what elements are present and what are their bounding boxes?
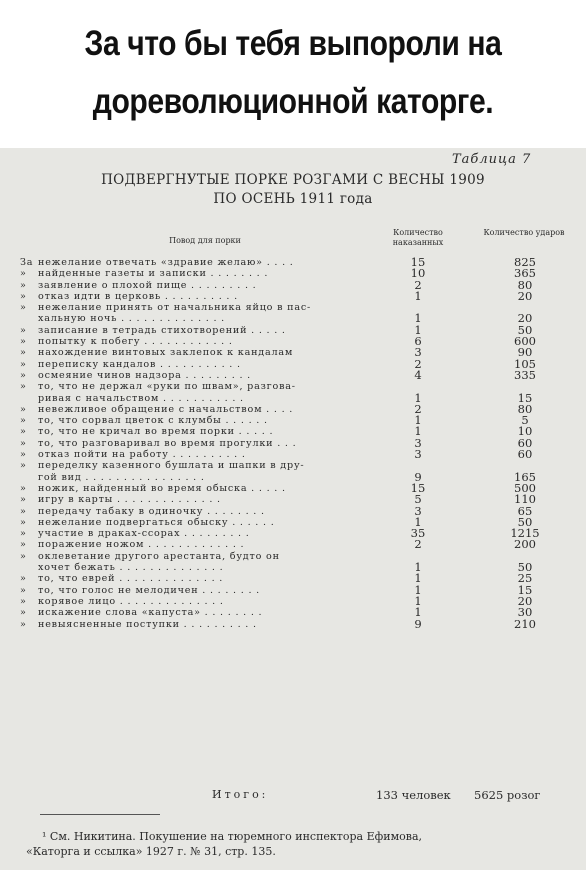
row-strikes: 25	[517, 571, 533, 586]
row-reason-text: нежелание отвечать «здравие желаю» . . . .	[38, 257, 294, 268]
meme-banner	[0, 0, 586, 148]
row-strikes: 15	[517, 390, 533, 405]
row-reason-text: ножик, найденный во время обыска . . . . .	[38, 482, 286, 494]
row-strikes: 80	[517, 277, 533, 292]
row-reason	[20, 347, 374, 358]
row-reason-text: переделку казенного бушлата и шапки в дру-	[38, 460, 305, 472]
book-page	[0, 148, 586, 870]
footnote-divider	[40, 814, 160, 815]
row-prefix: »	[20, 290, 27, 302]
row-prefix: »	[20, 268, 27, 280]
table-row	[0, 302, 586, 313]
row-prefix: »	[20, 381, 27, 393]
row-reason	[20, 291, 374, 302]
row-prefix: »	[20, 279, 27, 291]
row-strikes: 110	[514, 492, 536, 507]
row-reason-text: осмеяние чинов надзора . . . . . . . . .	[38, 369, 251, 381]
row-reason	[20, 472, 374, 483]
row-count: 1	[414, 605, 422, 620]
row-reason	[20, 257, 374, 268]
row-prefix: »	[20, 403, 27, 415]
table-row	[0, 593, 586, 608]
row-count: 5	[414, 492, 422, 507]
row-prefix: »	[20, 550, 27, 562]
row-reason-text: найденные газеты и записки . . . . . . . .	[38, 268, 269, 280]
row-prefix: »	[20, 573, 27, 585]
table-row	[0, 401, 586, 416]
row-count: 4	[414, 367, 422, 382]
row-reason-text: то, что сорвал цветок с клумбы . . . . . .	[38, 415, 268, 427]
table-row	[0, 469, 586, 484]
footnote-line-2: «Каторга и ссылка» 1927 г. № 31, стр. 135.	[26, 845, 276, 858]
row-count: 10	[410, 266, 426, 281]
table-row	[0, 562, 586, 573]
row-reason-text: нахождение винтовых заклепок к кандалам	[38, 347, 294, 359]
row-reason-text: поражение ножом . . . . . . . . . . . . .	[38, 539, 245, 551]
table-row	[0, 390, 586, 405]
row-reason-text: отказ идти в церковь . . . . . . . . . .	[38, 290, 238, 302]
row-strikes: 165	[514, 469, 536, 484]
table-number-label: Таблица 7	[452, 152, 532, 167]
table-row	[0, 503, 586, 518]
row-reason	[20, 268, 374, 279]
row-reason	[20, 539, 374, 550]
total-label: Итого:	[212, 788, 269, 801]
table-row	[0, 415, 586, 426]
row-reason	[20, 449, 374, 460]
row-reason-text: невыясненные поступки . . . . . . . . . .	[38, 618, 257, 630]
row-prefix: »	[20, 482, 27, 494]
row-prefix: »	[20, 539, 27, 551]
row-reason-text: записание в тетрадь стихотворений . . . . .	[38, 324, 286, 336]
table-row	[0, 347, 586, 358]
row-reason-text: оклеветание другого арестанта, будто он	[38, 550, 280, 562]
row-strikes: 20	[517, 288, 533, 303]
row-count: 6	[414, 334, 422, 349]
row-reason	[20, 359, 374, 370]
row-prefix: »	[20, 324, 27, 336]
table-title-line-2: ПО ОСЕНЬ 1911 года	[213, 191, 373, 207]
table-row	[0, 514, 586, 529]
row-count: 1	[414, 560, 422, 575]
row-reason-text: то, что не держал «руки по швам», разгова-	[38, 381, 296, 393]
row-reason-text: игру в карты . . . . . . . . . . . . . .	[38, 494, 221, 506]
row-count: 1	[414, 424, 422, 439]
row-reason-text: хочет бежать . . . . . . . . . . . . . .	[38, 562, 224, 574]
row-count: 1	[414, 413, 422, 428]
row-reason	[20, 460, 374, 471]
row-prefix: »	[20, 607, 27, 619]
row-prefix: »	[20, 584, 27, 596]
row-strikes: 20	[517, 593, 533, 608]
row-prefix: »	[20, 595, 27, 607]
row-prefix: »	[20, 415, 27, 427]
row-reason	[20, 302, 374, 313]
row-strikes: 80	[517, 401, 533, 416]
row-strikes: 335	[514, 367, 536, 382]
row-strikes: 65	[517, 503, 533, 518]
table-row	[0, 381, 586, 392]
row-reason	[20, 393, 374, 404]
row-reason	[20, 596, 374, 607]
row-reason	[20, 528, 374, 539]
row-strikes: 500	[514, 480, 536, 495]
row-strikes: 60	[517, 447, 533, 462]
row-reason-text: то, что еврей . . . . . . . . . . . . . .	[38, 573, 224, 585]
table-row	[0, 435, 586, 450]
table-row	[0, 449, 586, 460]
table-row	[0, 480, 586, 495]
row-reason-text: попытку к побегу . . . . . . . . . . . .	[38, 336, 233, 348]
table-row	[0, 494, 586, 505]
row-strikes: 825	[514, 255, 536, 269]
table-row	[0, 539, 586, 550]
table-row	[0, 616, 586, 631]
row-prefix: »	[20, 528, 27, 540]
row-count: 9	[414, 616, 422, 631]
row-reason	[20, 325, 374, 336]
table-body	[0, 257, 586, 630]
footnote-line-1: ¹ См. Никитина. Покушение на тюремного инспектора Ефимова,	[42, 830, 423, 843]
row-reason	[20, 551, 374, 562]
row-prefix: »	[20, 505, 27, 517]
row-reason-text: заявление о плохой пище . . . . . . . . .	[38, 279, 257, 291]
column-header-strikes: Количество ударов	[483, 228, 565, 237]
row-count: 1	[414, 390, 422, 405]
row-count: 3	[414, 345, 422, 360]
row-strikes: 210	[514, 616, 536, 631]
row-strikes: 365	[514, 266, 536, 281]
table-row	[0, 356, 586, 371]
row-reason	[20, 506, 374, 517]
table-row	[0, 426, 586, 437]
row-strikes: 50	[517, 514, 533, 529]
row-count: 1	[414, 288, 422, 303]
row-reason	[20, 607, 374, 618]
total-strikes: 5625 розог	[474, 788, 541, 802]
row-reason-text: невежливое обращение с начальством . . . .	[38, 403, 294, 415]
table-row	[0, 607, 586, 618]
table-row	[0, 313, 586, 324]
table-row	[0, 288, 586, 303]
row-count: 3	[414, 503, 422, 518]
row-count: 9	[414, 469, 422, 484]
table-row	[0, 257, 586, 268]
row-count: 1	[414, 322, 422, 337]
table-row	[0, 460, 586, 471]
row-prefix: »	[20, 437, 27, 449]
row-reason	[20, 415, 374, 426]
row-count: 1	[414, 571, 422, 586]
row-prefix: »	[20, 336, 27, 348]
row-reason-text: отказ пойти на работу . . . . . . . . . .	[38, 449, 246, 461]
banner-line-1: За что бы тебя выпороли на	[84, 24, 502, 63]
row-count: 2	[414, 537, 422, 552]
row-reason	[20, 562, 374, 573]
row-strikes: 50	[517, 560, 533, 575]
table-row	[0, 277, 586, 292]
row-strikes: 60	[517, 435, 533, 450]
row-prefix: »	[20, 369, 27, 381]
row-reason	[20, 313, 374, 324]
row-prefix: »	[20, 494, 27, 506]
row-reason	[20, 573, 374, 584]
table-row	[0, 268, 586, 279]
row-reason	[20, 426, 374, 437]
row-strikes: 50	[517, 322, 533, 337]
row-reason	[20, 517, 374, 528]
row-reason-text: нежелание подвергаться обыску . . . . . .	[38, 516, 275, 528]
row-reason	[20, 494, 374, 505]
row-count: 1	[414, 514, 422, 529]
row-reason-text: нежелание принять от начальника яйцо в пас-	[38, 302, 312, 314]
row-reason	[20, 336, 374, 347]
row-reason-text: хальную ночь . . . . . . . . . . . . . .	[38, 313, 226, 325]
row-reason	[20, 619, 374, 630]
row-count: 15	[410, 480, 426, 495]
row-reason	[20, 370, 374, 381]
row-count: 2	[414, 356, 422, 371]
row-count: 2	[414, 401, 422, 416]
row-count: 3	[414, 435, 422, 450]
row-strikes: 20	[517, 311, 533, 326]
row-reason-text: то, что разговаривал во время прогулки . . .	[38, 437, 297, 449]
row-count: 1	[414, 311, 422, 326]
row-strikes: 600	[514, 334, 536, 349]
column-header-reason: Повод для порки	[169, 236, 241, 245]
table-row	[0, 367, 586, 382]
row-strikes: 200	[514, 537, 536, 552]
table-row	[0, 573, 586, 584]
row-strikes: 90	[517, 345, 533, 360]
row-prefix: За	[20, 257, 34, 268]
row-strikes: 10	[517, 424, 533, 439]
row-reason-text: то, что голос не мелодичен . . . . . . . .	[38, 584, 260, 596]
row-count: 35	[410, 526, 426, 541]
row-prefix: »	[20, 302, 27, 314]
row-count: 1	[414, 582, 422, 597]
row-reason-text: искажение слова «капуста» . . . . . . . .	[38, 607, 263, 619]
table-row	[0, 322, 586, 337]
row-reason	[20, 483, 374, 494]
row-reason	[20, 280, 374, 291]
table-row	[0, 336, 586, 347]
row-reason-text: то, что не кричал во время порки . . . . .	[38, 426, 274, 438]
row-count: 2	[414, 277, 422, 292]
row-strikes: 5	[521, 413, 529, 428]
row-reason-text: гой вид . . . . . . . . . . . . . . . .	[38, 471, 205, 483]
row-strikes: 15	[517, 582, 533, 597]
row-strikes: 105	[514, 356, 536, 371]
row-count: 15	[410, 255, 426, 269]
column-header-count: Количество наказанных	[392, 228, 444, 247]
row-reason	[20, 404, 374, 415]
row-prefix: »	[20, 347, 27, 359]
row-reason	[20, 585, 374, 596]
row-strikes: 30	[517, 605, 533, 620]
row-count: 3	[414, 447, 422, 462]
row-reason	[20, 381, 374, 392]
banner-line-2: дореволюционной каторге.	[92, 82, 494, 121]
row-prefix: »	[20, 426, 27, 438]
row-prefix: »	[20, 460, 27, 472]
table-row	[0, 551, 586, 562]
table-row	[0, 528, 586, 539]
total-count: 133 человек	[376, 788, 451, 802]
row-reason-text: переписку кандалов . . . . . . . . . . .	[38, 358, 241, 370]
row-reason	[20, 438, 374, 449]
row-reason-text: передачу табаку в одиночку . . . . . . . .	[38, 505, 265, 517]
row-strikes: 1215	[510, 526, 540, 541]
row-prefix: »	[20, 449, 27, 461]
table-title-line-1: ПОДВЕРГНУТЫЕ ПОРКЕ РОЗГАМИ С ВЕСНЫ 1909	[101, 172, 485, 188]
row-prefix: »	[20, 618, 27, 630]
row-reason-text: корявое лицо . . . . . . . . . . . . . .	[38, 595, 224, 607]
row-reason-text: участие в драках-ссорах . . . . . . . . .	[38, 528, 250, 540]
row-count: 1	[414, 593, 422, 608]
table-row	[0, 582, 586, 597]
row-reason-text: ривая с начальством . . . . . . . . . . .	[38, 392, 244, 404]
row-prefix: »	[20, 358, 27, 370]
row-prefix: »	[20, 516, 27, 528]
